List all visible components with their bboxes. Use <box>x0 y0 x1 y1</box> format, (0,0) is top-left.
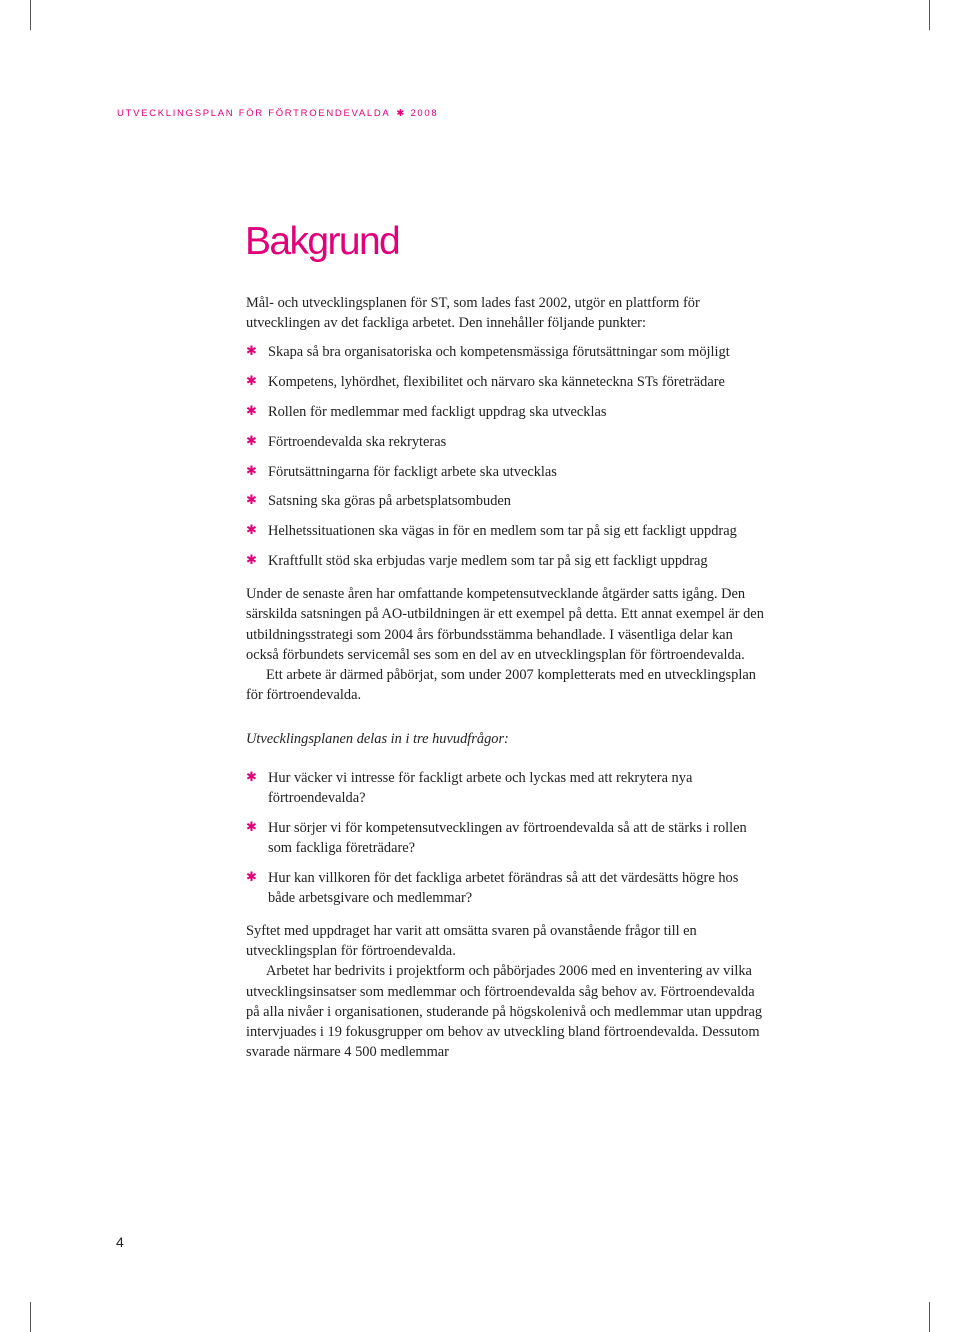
list-item <box>246 432 768 452</box>
crop-mark <box>929 0 930 30</box>
body-paragraph: Syftet med uppdraget har varit att omsätta svaren på ovanstående frågor till en utvecklingsplan för förtroendevalda. <box>246 923 697 960</box>
asterisk-icon: ✱ <box>246 769 257 785</box>
asterisk-icon: ✱ <box>246 344 257 360</box>
page-number: 4 <box>116 1234 124 1250</box>
list-item-text: Förtroendevalda ska rekryteras <box>268 433 447 450</box>
asterisk-icon: ✱ <box>246 463 257 479</box>
running-header <box>117 108 438 119</box>
running-header-title: UTVECKLINGSPLAN FÖR FÖRTROENDEVALDA <box>117 108 391 119</box>
body-paragraph: Under de senaste åren har omfattande kompetensutvecklande åtgärder satts igång. Den särskilda satsningen på AO-utbildningen är ett exempel på detta. Ett annat exempel är den utbildningsstrategi som 2004 års förbundsstämma behandlade. I väsentliga delar kan också förbundets servicemål ses som en del av en utvecklingsplan för förtroendevalda. <box>246 586 764 663</box>
body-text <box>246 293 768 1062</box>
asterisk-icon: ✱ <box>246 493 257 509</box>
body-paragraph: Arbetet har bedrivits i projektform och påbörjades 2006 med en inventering av vilka utvecklingsinsatser som medlemmar och förtroendevalda såg behov av. Förtroendevalda på alla nivåer i organisationen, studerande på högskolenivå och medlemmar utan uppdrag intervjuades i 19 fokusgrupper om behov av utveckling bland förtroendevalda. Dessutom svarade närmare 4 500 medlemmar <box>246 963 763 1061</box>
list-item-text: Kompetens, lyhördhet, flexibilitet och närvaro ska känneteckna STs företrädare <box>268 374 725 391</box>
asterisk-icon: ✱ <box>246 374 257 390</box>
list-item <box>246 551 768 571</box>
crop-mark <box>30 1302 31 1332</box>
list-item-text: Förutsättningarna för fackligt arbete ska utvecklas <box>268 463 557 480</box>
body-paragraph: Ett arbete är därmed påbörjat, som under 2007 kompletterats med en utvecklingsplan för förtroendevalda. <box>246 667 756 704</box>
crop-mark <box>30 0 31 30</box>
asterisk-icon: ✱ <box>246 404 257 419</box>
page-title: Bakgrund <box>245 220 400 263</box>
intro-paragraph: Mål- och utvecklingsplanen för ST, som lades fast 2002, utgör en plattform för utvecklingen av det fackliga arbetet. Den innehåller följande punkter: <box>246 295 700 332</box>
list-item-text: Kraftfullt stöd ska erbjudas varje medlem som tar på sig ett fackligt uppdrag <box>268 552 708 569</box>
list-item-text: Rollen för medlemmar med fackligt uppdrag ska utvecklas <box>268 404 607 420</box>
list-item <box>246 491 768 511</box>
crop-mark <box>929 1302 930 1332</box>
list-item <box>246 402 768 422</box>
running-header-year: 2008 <box>410 108 439 119</box>
subheading: Utvecklingsplanen delas in i tre huvudfrågor: <box>246 731 509 748</box>
asterisk-icon: ✱ <box>246 819 257 835</box>
asterisk-icon: ✱ <box>246 433 257 449</box>
list-item <box>246 521 768 541</box>
goal-list <box>246 342 768 571</box>
asterisk-icon: ✱ <box>246 869 257 885</box>
list-item <box>246 462 768 482</box>
list-item <box>246 372 768 392</box>
list-item <box>246 342 768 362</box>
list-item-text: Hur väcker vi intresse för fackligt arbete och lyckas med att rekrytera nya förtroendevalda? <box>268 769 693 806</box>
asterisk-icon: ✱ <box>396 108 405 119</box>
list-item-text: Hur sörjer vi för kompetensutvecklingen av förtroendevalda så att de stärks i rollen som fackliga företrädare? <box>268 819 747 856</box>
list-item-text: Helhetssituationen ska vägas in för en medlem som tar på sig ett fackligt uppdrag <box>268 523 737 540</box>
asterisk-icon: ✱ <box>246 552 257 568</box>
list-item-text: Hur kan villkoren för det fackliga arbetet förändras så att det värdesätts högre hos både arbetsgivare och medlemmar? <box>268 869 739 906</box>
list-item <box>246 818 768 858</box>
list-item <box>246 768 768 808</box>
list-item-text: Satsning ska göras på arbetsplatsombuden <box>268 493 511 510</box>
asterisk-icon: ✱ <box>246 523 257 539</box>
question-list <box>246 768 768 908</box>
list-item-text: Skapa så bra organisatoriska och kompetensmässiga förutsättningar som möjligt <box>268 344 730 361</box>
list-item <box>246 868 768 908</box>
